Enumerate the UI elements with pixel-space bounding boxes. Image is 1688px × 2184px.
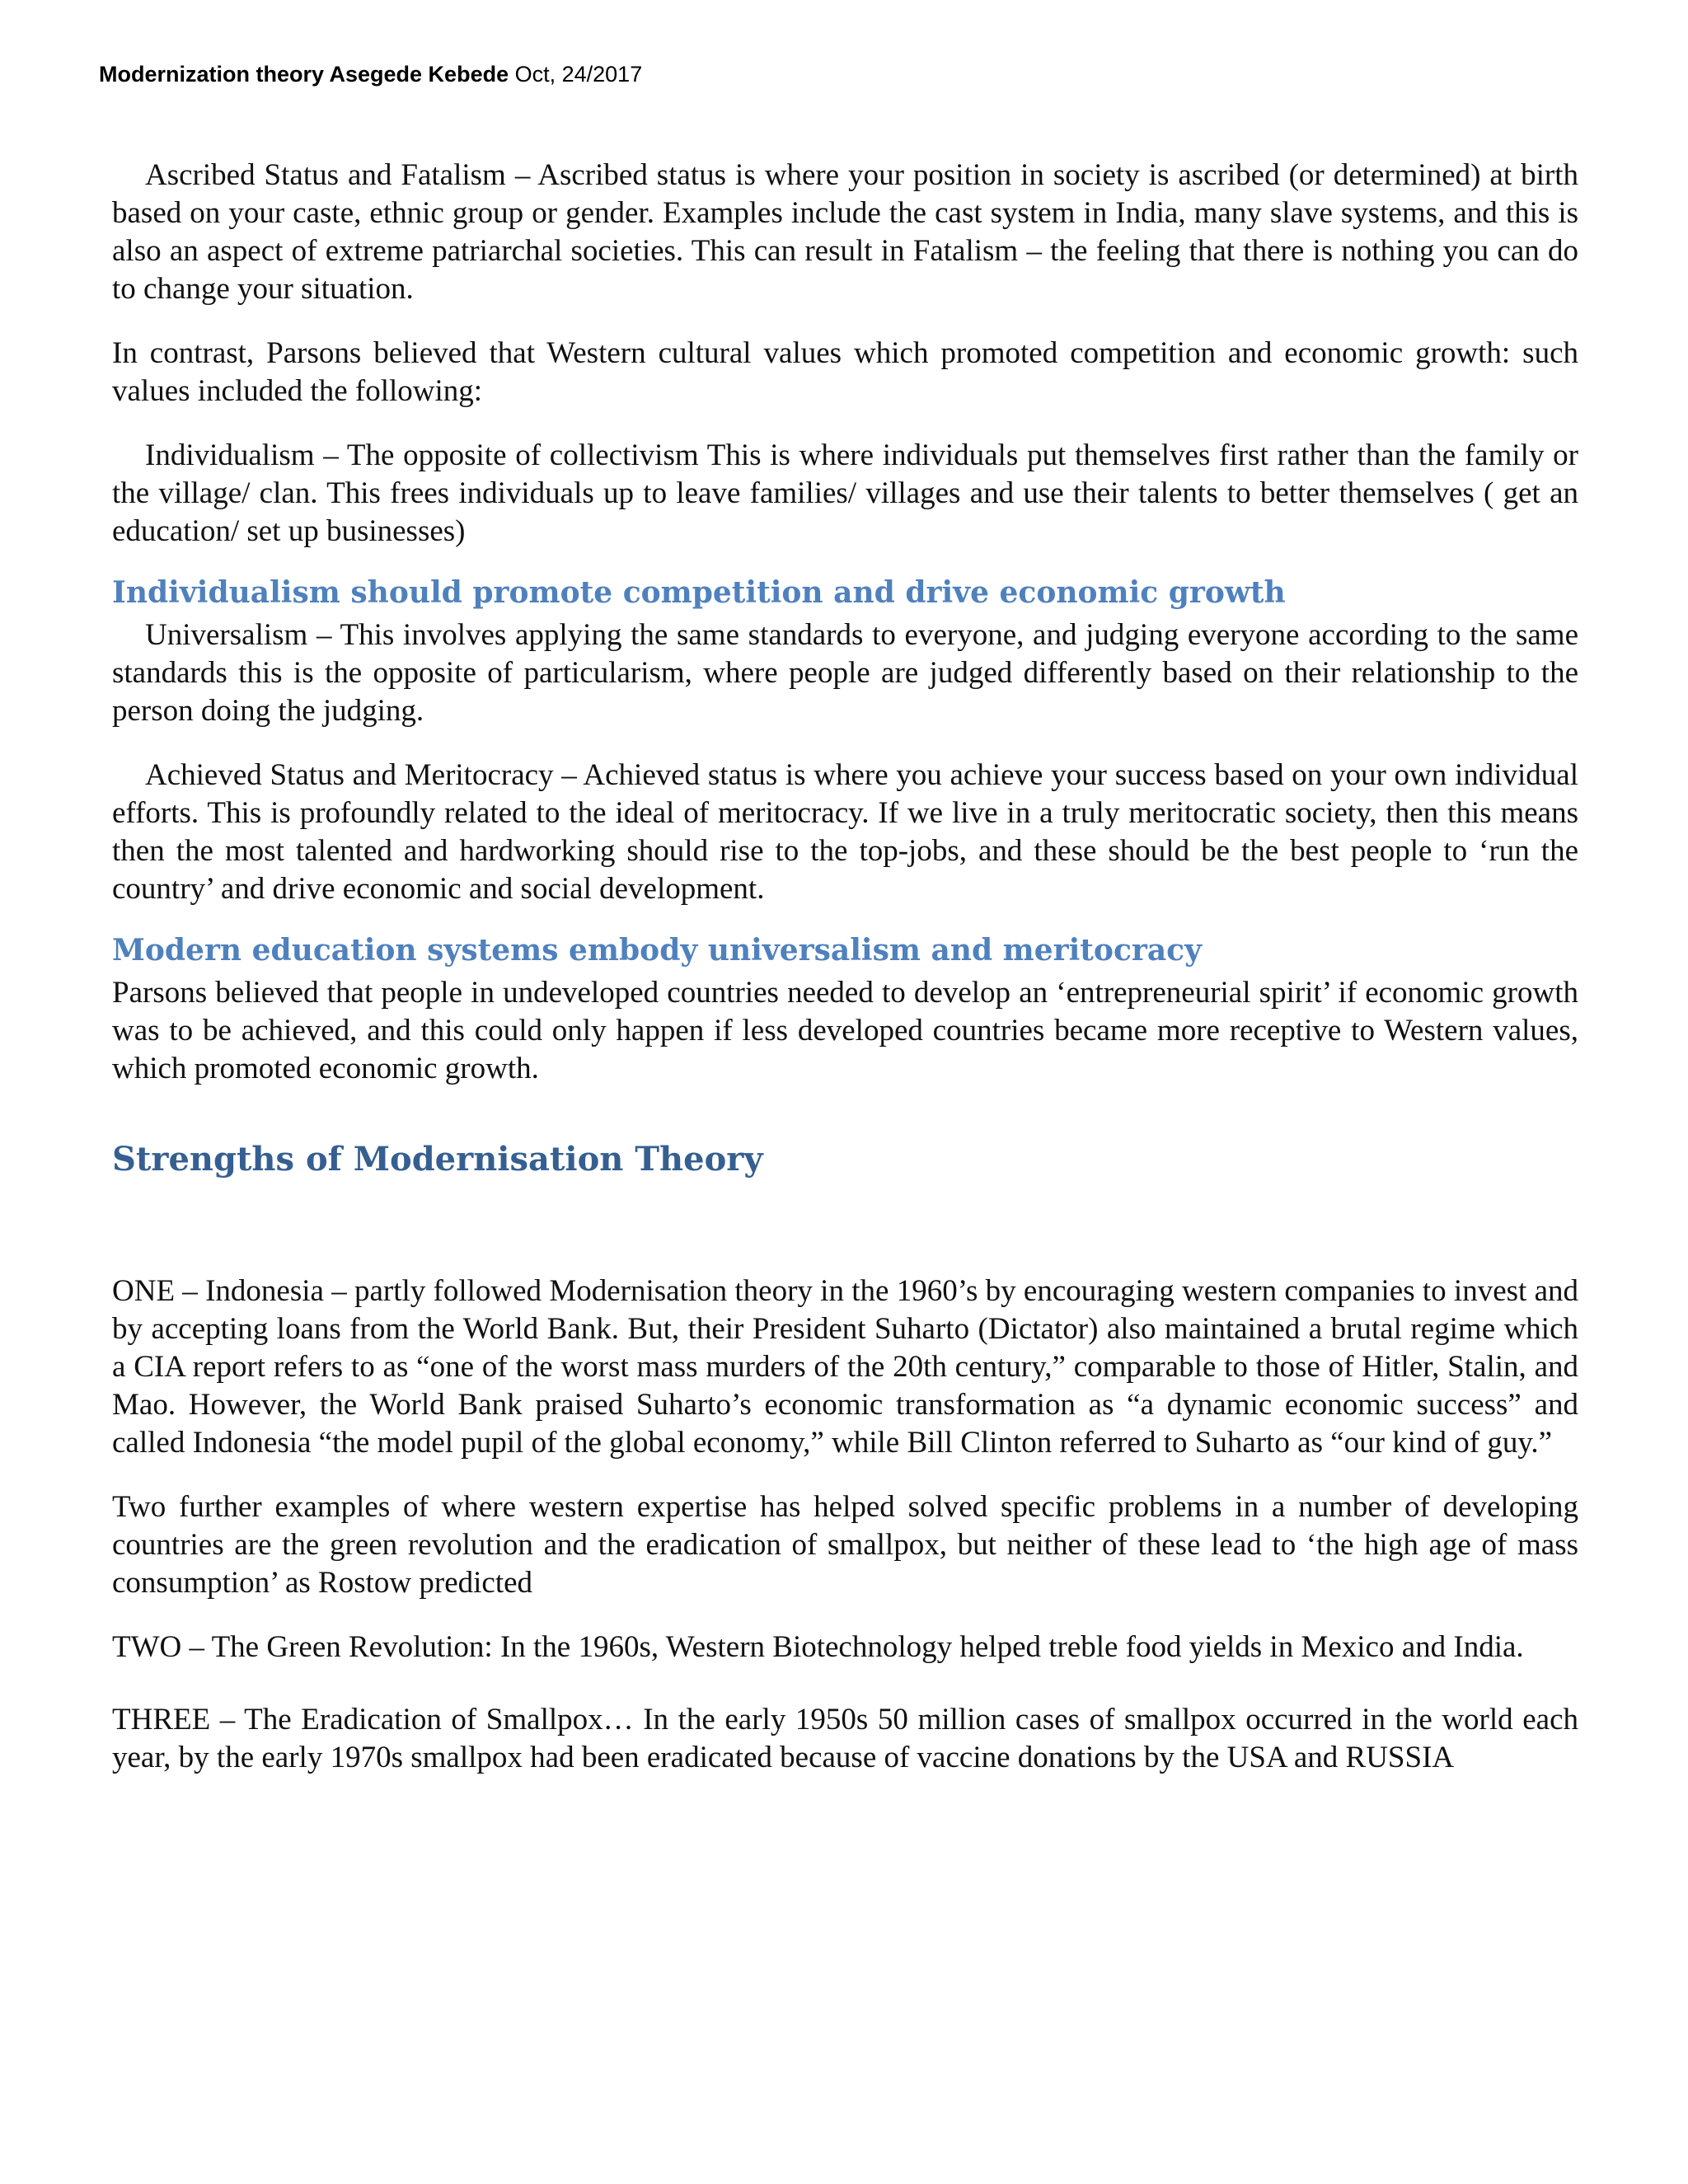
- document-body: [112, 157, 1578, 1777]
- paragraph-further-examples: Two further examples of where western expertise has helped solved specific problems in a number of developing countries are the green revolution and the eradication of smallpox, but neither of these lead to ‘the high age of mass consumption’ as Rostow predicted: [112, 1490, 1578, 1600]
- paragraph-individualism: Individualism – The opposite of collectivism This is where individuals put themselves first rather than the family or the village/ clan. This frees individuals up to leave families/ villages and use their talents to better themselves ( get an education/ set up businesses): [112, 438, 1578, 548]
- paragraph-parsons: Parsons believed that people in undeveloped countries needed to develop an ‘entrepreneurial spirit’ if economic growth was to be achieved, and this could only happen if less developed countries became more receptive to Western values, which promoted economic growth.: [112, 976, 1578, 1085]
- header-title: Modernization theory Asegede Kebede: [99, 62, 509, 87]
- header-date: Oct, 24/2017: [514, 62, 643, 87]
- paragraph-universalism: Universalism – This involves applying the same standards to everyone, and judging everyone according to the same standards this is the opposite of particularism, where people are judged differently based on their relationship to the person doing the judging.: [112, 618, 1578, 728]
- paragraph-achieved-status: Achieved Status and Meritocracy – Achieved status is where you achieve your success based on your own individual efforts. This is profoundly related to the ideal of meritocracy. If we live in a truly meritocratic society, then this means then the most talented and hardworking should rise to the top-jobs, and these should be the best people to ‘run the country’ and drive economic and social development.: [112, 758, 1578, 906]
- heading-individualism: Individualism should promote competition and drive economic growth: [112, 575, 1286, 610]
- paragraph-ascribed-status: Ascribed Status and Fatalism – Ascribed status is where your position in society is ascribed (or determined) at birth based on your caste, ethnic group or gender. Examples include the cast system in India, many slave systems, and this is also an aspect of extreme patriarchal societies. This can result in Fatalism – the feeling that there is nothing you can do to change your situation.: [112, 158, 1578, 306]
- paragraph-contrast: In contrast, Parsons believed that Western cultural values which promoted competition and economic growth: such values included the following:: [112, 336, 1578, 408]
- page-header: [99, 61, 642, 87]
- paragraph-two-green-revolution: TWO – The Green Revolution: In the 1960s, Western Biotechnology helped treble food yields in Mexico and India.: [112, 1630, 1524, 1664]
- heading-strengths: Strengths of Modernisation Theory: [112, 1140, 763, 1179]
- paragraph-one-indonesia: ONE – Indonesia – partly followed Modernisation theory in the 1960’s by encouraging western companies to invest and by accepting loans from the World Bank. But, their President Suharto (Dictator) also maintained a brutal regime which a CIA report refers to as “one of the worst mass murders of the 20th century,” comparable to those of Hitler, Stalin, and Mao. However, the World Bank praised Suharto’s economic transformation as “a dynamic economic success” and called Indonesia “the model pupil of the global economy,” while Bill Clinton referred to Suharto as “our kind of guy.”: [112, 1274, 1578, 1460]
- heading-modern-education: Modern education systems embody universalism and meritocracy: [112, 933, 1202, 968]
- paragraph-three-smallpox: THREE – The Eradication of Smallpox… In the early 1950s 50 million cases of smallpox occurred in the world each year, by the early 1970s smallpox had been eradicated because of vaccine donations by the USA and RUSSIA: [112, 1703, 1578, 1774]
